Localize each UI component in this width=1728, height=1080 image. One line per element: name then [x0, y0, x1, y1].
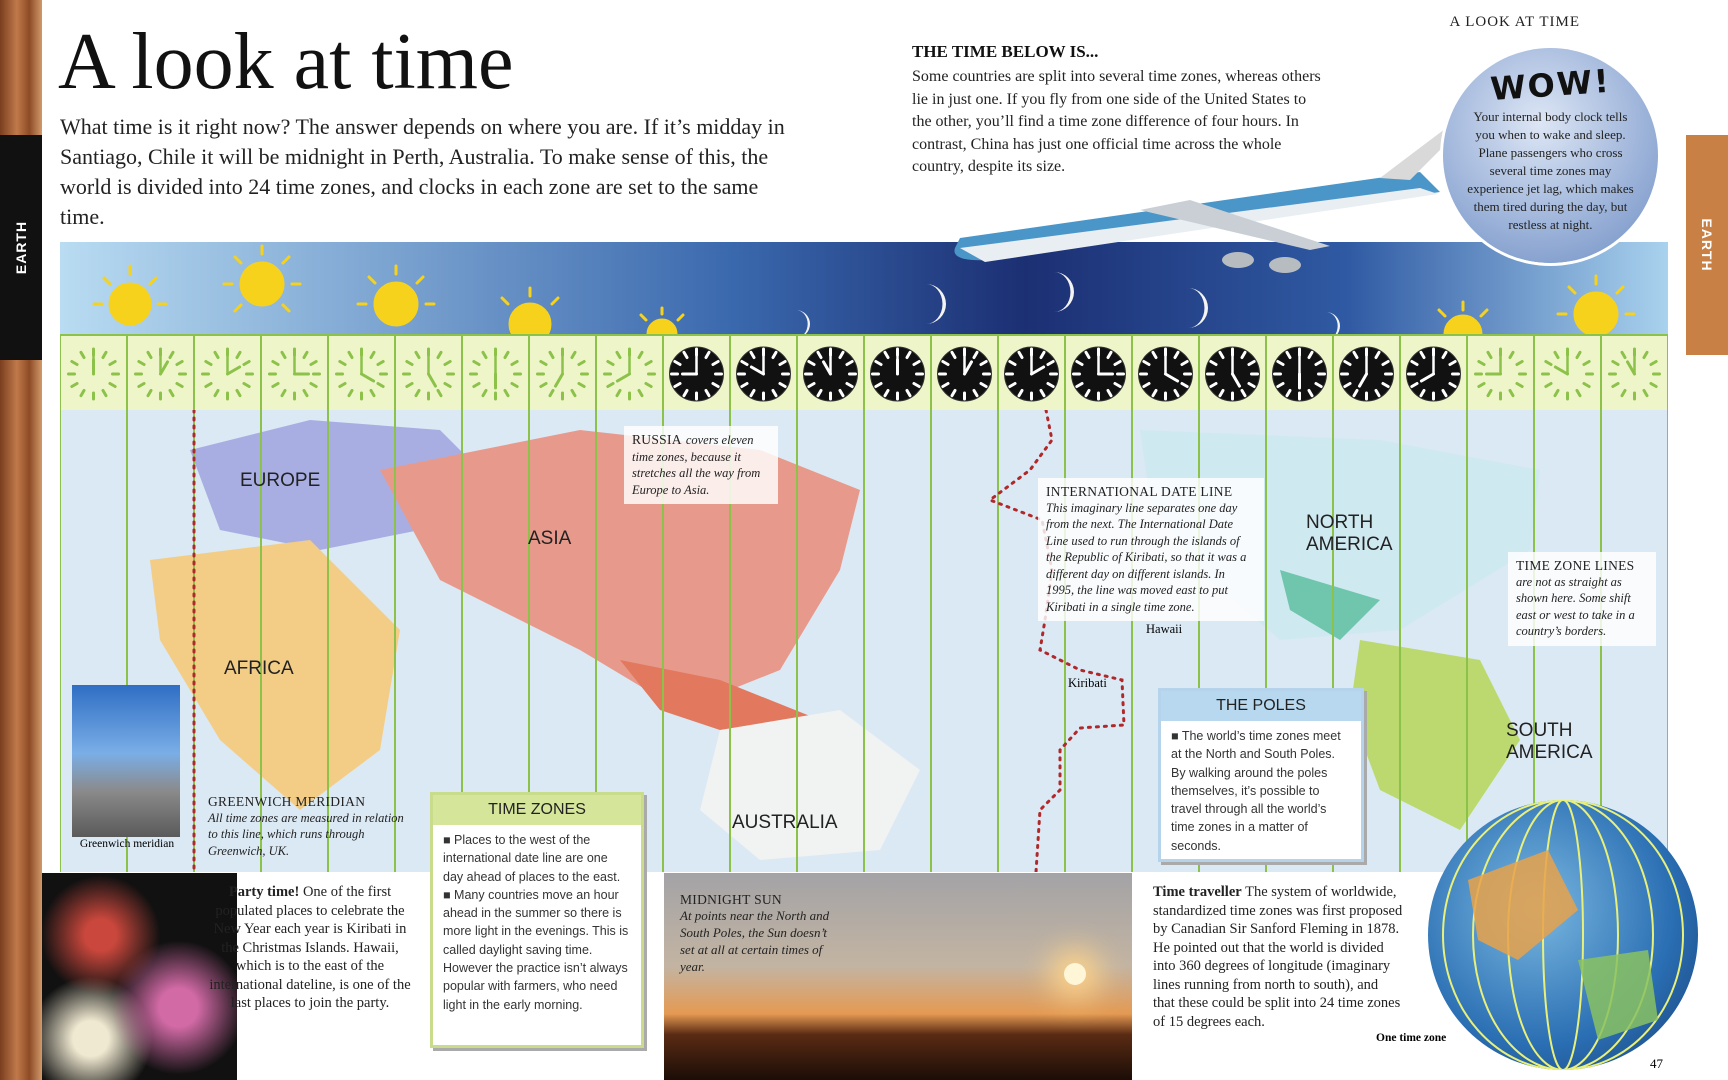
- time-traveller-text: [1153, 883, 1403, 1031]
- day-night-sky-band: [60, 242, 1668, 334]
- clock-icon: [1340, 347, 1394, 401]
- page-number: 47: [1650, 1056, 1663, 1071]
- intro-paragraph: What time is it right now? The answer depends on where you are. If it’s midday in Santiago, Chile it will be midnight in Perth, Australia. To make sense of this, the world is divided into 24 time zones, and clocks in each zone are set to the same time.: [60, 114, 785, 229]
- date-line-note-body: This imaginary line separates one day from the next. The International Date Line used to run through the islands of the Republic of Kiribati, so that it was a different day on different islands. In 1995, the line was moved east to put Kiribati in a single time zone.: [1046, 500, 1247, 614]
- wow-title: WOW!: [1489, 61, 1612, 109]
- kiribati-label: Kiribati: [1068, 676, 1107, 690]
- party-time-body: One of the first populated places to celebrate the New Year each year is Kiribati in the Christmas Islands. Hawaii, which is to the east of the international dateline, is one of the last places to join the party.: [209, 884, 411, 1011]
- globe-caption: One time zone: [1376, 1032, 1447, 1044]
- page-title: A look at time: [58, 18, 514, 106]
- poles-box-title: THE POLES: [1161, 691, 1361, 721]
- greenwich-note-body: All time zones are measured in relation to this line, which runs through Greenwich, UK.: [208, 810, 404, 858]
- clock-icon: [134, 347, 188, 401]
- section-tab-label: EARTH: [13, 220, 29, 275]
- clock-icon: [1474, 347, 1528, 401]
- tz-lines-note-heading: TIME ZONE LINES: [1516, 558, 1635, 573]
- clock-icon: [1608, 347, 1662, 401]
- globe-image: [1428, 800, 1698, 1070]
- sun-icon: [94, 266, 166, 324]
- clock-icon: [536, 347, 590, 401]
- clock-icon: [670, 347, 724, 401]
- greenwich-note: [200, 788, 416, 865]
- north-america-label: NORTH AMERICA: [1306, 512, 1393, 555]
- asia-label: ASIA: [528, 528, 572, 549]
- clock-icon: [1206, 347, 1260, 401]
- time-zones-item: ■ Places to the west of the international date line are one day ahead of places to the east.: [443, 833, 621, 884]
- clock-icon: [469, 347, 523, 401]
- clock-icon: [67, 347, 121, 401]
- time-below-heading: THE TIME BELOW IS...: [912, 42, 1099, 61]
- clock-icon: [1541, 347, 1595, 401]
- greenwich-photo-caption: Greenwich meridian: [79, 838, 175, 850]
- world-time-zone-map: [60, 410, 1668, 872]
- time-zones-item: ■ Many countries move an hour ahead in the summer so there is more light in the evenings. This is called daylight saving time. However the practice isn’t always popular with farmers, who need light in the early morning.: [443, 887, 629, 1012]
- clock-icon: [201, 347, 255, 401]
- clock-icon: [804, 347, 858, 401]
- wow-fact-bubble: [1443, 48, 1658, 263]
- clock-icon: [1072, 347, 1126, 401]
- time-traveller-heading: Time traveller: [1153, 884, 1242, 900]
- clock-icon: [1005, 347, 1059, 401]
- africa-label: AFRICA: [224, 658, 294, 679]
- sun-icon: [358, 266, 434, 325]
- party-time-heading: Party time!: [228, 884, 300, 900]
- time-zones-box: [430, 792, 644, 1048]
- clock-icon: [335, 347, 389, 401]
- tz-lines-note-body: are not as straight as shown here. Some shift east or west to take in a country’s borders.: [1516, 574, 1635, 638]
- clock-icon: [1407, 347, 1461, 401]
- russia-note: [624, 426, 778, 504]
- section-tab-label: EARTH: [1699, 218, 1715, 272]
- date-line-note-heading: INTERNATIONAL DATE LINE: [1046, 484, 1233, 499]
- midnight-sun-note: [680, 892, 840, 976]
- poles-box-body: The world’s time zones meet at the North and South Poles. By walking around the poles themselves, it’s possible to travel through all the world’s time zones in a matter of seconds.: [1171, 729, 1341, 853]
- clock-icon: [938, 347, 992, 401]
- section-tab-right[interactable]: [1686, 135, 1728, 355]
- clock-icon: [737, 347, 791, 401]
- clock-icon: [1273, 347, 1327, 401]
- time-zones-item-text: Many countries move an hour ahead in the summer so there is more light in the evenings. This is called daylight saving time. However the practice isn’t always popular with farmers, who need light in the early morning.: [443, 887, 629, 1012]
- midnight-sun-heading: MIDNIGHT SUN: [680, 892, 782, 907]
- greenwich-note-heading: GREENWICH MERIDIAN: [208, 794, 366, 809]
- section-tab-left[interactable]: [0, 135, 42, 360]
- clock-icon: [1139, 347, 1193, 401]
- time-zone-clock-strip: [60, 334, 1668, 414]
- tz-lines-note: [1508, 552, 1656, 646]
- russia-note-body: covers eleven time zones, because it stretches all the way from Europe to Asia.: [632, 433, 761, 497]
- time-zones-item-text: Places to the west of the international date line are one day ahead of places to the east.: [443, 833, 621, 884]
- poles-box: THE POLES ■ The world’s time zones meet at the North and South Poles. By walking around the poles themselves, it’s possible to travel through all the world’s time zones in a matter of seconds.: [1158, 688, 1364, 862]
- sun-icon: [224, 246, 300, 311]
- time-zones-box-title: TIME ZONES: [433, 795, 641, 825]
- sun-icon: [1558, 276, 1634, 335]
- running-header: A LOOK AT TIME: [1449, 14, 1580, 30]
- midnight-sun-body: At points near the North and South Poles, the Sun doesn’t set at all at certain times of year.: [680, 908, 830, 974]
- clock-icon: [268, 347, 322, 401]
- moon-icon: [1054, 272, 1074, 312]
- clock-icon: [402, 347, 456, 401]
- sun-icon: [1064, 963, 1086, 985]
- date-line-note: [1038, 478, 1264, 621]
- party-time-text: [205, 883, 415, 1013]
- hawaii-label: Hawaii: [1146, 622, 1183, 636]
- greenwich-meridian-photo: [72, 685, 180, 837]
- clock-icon: [871, 347, 925, 401]
- russia-note-heading: RUSSIA: [632, 432, 682, 447]
- australia-label: AUSTRALIA: [732, 812, 838, 833]
- moon-icon: [926, 284, 946, 324]
- time-traveller-body: The system of worldwide, standardized time zones was first proposed by Canadian Sir Sanford Fleming in 1878. He pointed out that the world is divided into 360 degrees of longitude (imaginary lines running from north to south), and that these could be split into 24 time zones of 15 degrees each.: [1153, 884, 1403, 1030]
- moon-icon: [1188, 288, 1208, 328]
- time-below-body: Some countries are split into several time zones, whereas others lie in just one. If you fly from one side of the United States to the other, you’ll find a time zone difference of four hours. In contrast, China has just one official time across the whole country, despite its size.: [912, 68, 1321, 175]
- south-america-label: SOUTH AMERICA: [1506, 720, 1593, 763]
- clock-icon: [603, 347, 657, 401]
- wow-text: Your internal body clock tells you when to wake and sleep. Plane passengers who cross several time zones may experience jet lag, which makes them tired during the day, but restless at night.: [1467, 109, 1634, 232]
- europe-label: EUROPE: [240, 470, 321, 491]
